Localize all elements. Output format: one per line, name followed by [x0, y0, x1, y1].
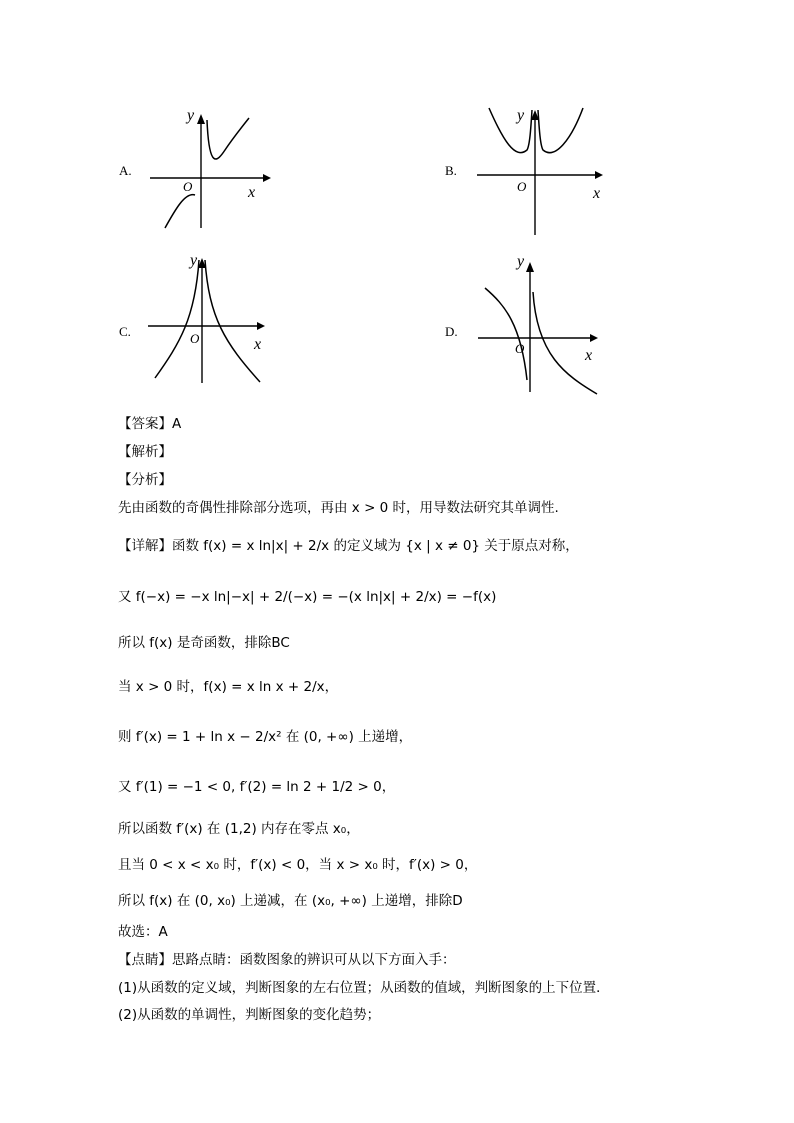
origin-label: O: [183, 179, 193, 194]
positive-case-line: 当 x > 0 时，f(x) = x ln x + 2/x，: [118, 679, 339, 695]
x-arrow-icon: [263, 174, 271, 182]
tip-item-2: (2)从函数的单调性，判断图象的变化趋势；: [118, 1007, 381, 1023]
origin-label: O: [515, 341, 525, 356]
tip-item-1: (1)从函数的定义域，判断图象的左右位置；从函数的值域，判断图象的上下位置．: [118, 980, 610, 996]
x-axis-label: x: [585, 347, 593, 364]
x-arrow-icon: [590, 334, 598, 342]
option-a-label: A.: [119, 163, 132, 178]
option-c-label: C.: [119, 324, 131, 339]
analysis-heading: 【解析】: [118, 444, 172, 460]
monotonic-line: 所以 f(x) 在 (0, x₀) 上递减，在 (x₀, +∞) 上递增，排除D: [118, 893, 463, 909]
curve-right: [205, 260, 260, 382]
x-arrow-icon: [257, 322, 265, 330]
curve-right: [533, 292, 597, 394]
odd-conclusion-line: 所以 f(x) 是奇函数，排除BC: [118, 635, 290, 651]
zero-point-line: 所以函数 f′(x) 在 (1,2) 内存在零点 x₀，: [118, 821, 360, 837]
option-a-graph: [145, 100, 275, 239]
answer-line: 【答案】A: [118, 416, 182, 432]
choice-line: 故选：A: [118, 924, 168, 940]
x-axis-label: x: [248, 184, 256, 201]
curve-left: [489, 108, 532, 153]
y-arrow-icon: [197, 114, 205, 124]
x-arrow-icon: [595, 171, 603, 179]
y-axis-label: y: [190, 252, 198, 269]
detail-line: 【详解】函数 f(x) = x ln|x| + 2/x 的定义域为 {x | x ≠ 0} 关于原点对称，: [118, 538, 579, 554]
fenxi-text: 先由函数的奇偶性排除部分选项，再由 x > 0 时，用导数法研究其单调性.: [118, 500, 559, 516]
x-axis-label: x: [254, 336, 262, 353]
option-d-graph: [475, 250, 605, 402]
option-c-graph: [145, 248, 275, 392]
y-axis-label: y: [187, 107, 195, 124]
fenxi-heading: 【分析】: [118, 472, 172, 488]
values-line: 又 f′(1) = −1 < 0, f′(2) = ln 2 + 1/2 > 0，: [118, 779, 396, 795]
origin-label: O: [190, 331, 200, 346]
option-b-graph: [475, 100, 610, 244]
sign-line: 且当 0 < x < x₀ 时，f′(x) < 0，当 x > x₀ 时，f′(x) > 0，: [118, 857, 478, 873]
x-axis-label: x: [593, 185, 601, 202]
y-axis-label: y: [517, 107, 525, 124]
tip-heading: 【点睛】思路点睛：函数图象的辨识可从以下方面入手：: [118, 952, 456, 968]
y-arrow-icon: [526, 262, 534, 272]
curve-right: [207, 118, 249, 159]
curve-left: [165, 195, 195, 228]
option-b-label: B.: [445, 163, 457, 178]
curve-right: [538, 108, 583, 153]
curve-left: [485, 288, 527, 380]
curve-left: [155, 260, 199, 378]
origin-label: O: [517, 179, 527, 194]
derivative-line: 则 f′(x) = 1 + ln x − 2/x² 在 (0, +∞) 上递增，: [118, 729, 413, 745]
odd-check-line: 又 f(−x) = −x ln|−x| + 2/(−x) = −(x ln|x| + 2/x) = −f(x): [118, 589, 497, 605]
y-axis-label: y: [517, 253, 525, 270]
option-d-label: D.: [445, 324, 458, 339]
